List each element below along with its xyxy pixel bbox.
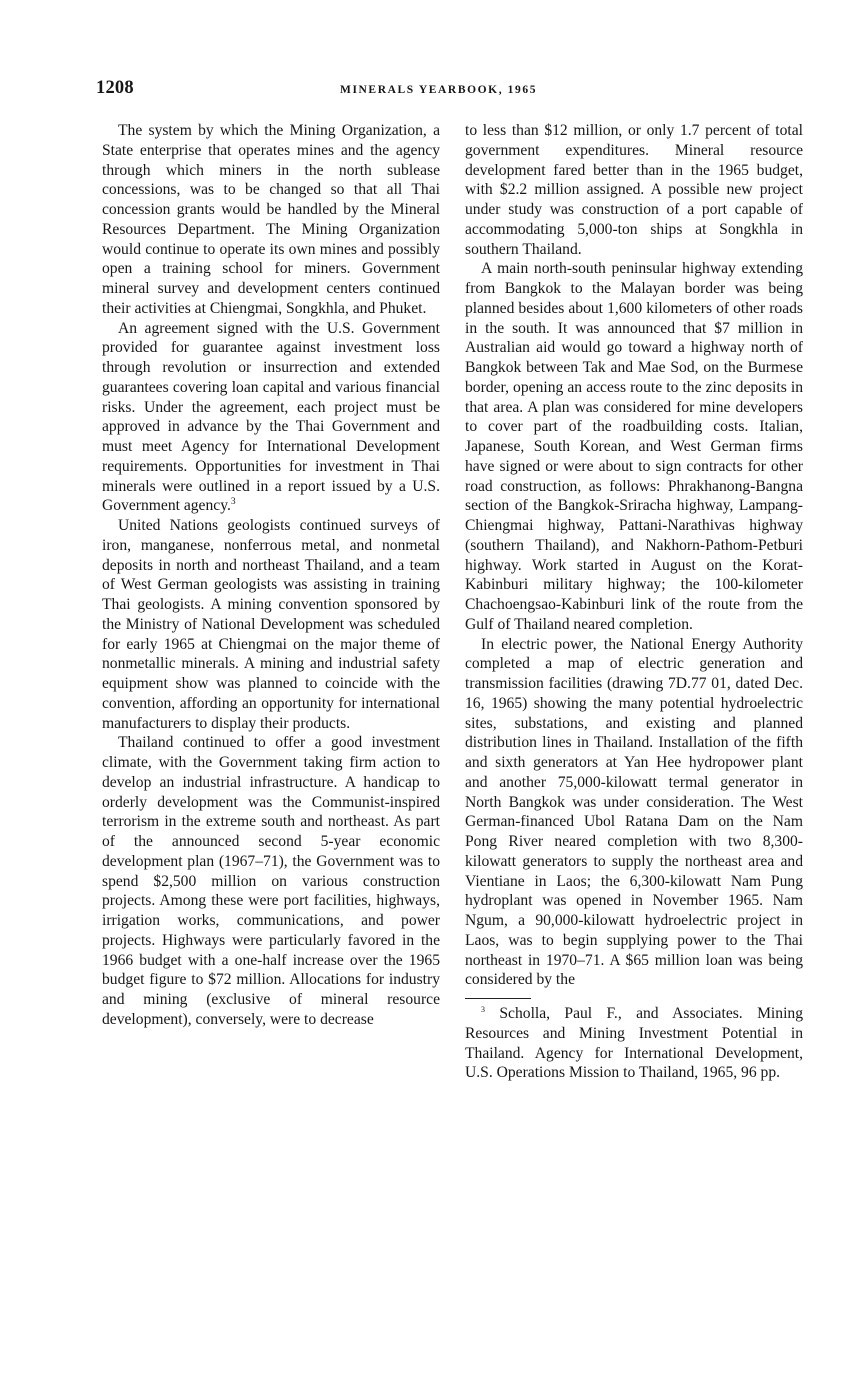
- footnote-text: Scholla, Paul F., and Associates. Mining Resources and Mining Investment Potential in Thailand. Agency for International Development, U.S. Operations Mission to Thailand, 1965, 96 pp.: [465, 1005, 803, 1082]
- footnote-divider: [465, 998, 531, 999]
- footnote-reference: 3: [230, 497, 236, 508]
- right-column: [465, 121, 803, 1083]
- paragraph-mining-organization: [102, 121, 440, 319]
- paragraph-text: A main north-south peninsular highway extending from Bangkok to the Malayan border was being planned besides about 1,600 kilometers of other roads in the south. It was announced that $7 million in Australian aid would go toward a highway north of Bangkok between Tak and Mae Sod, on the Burmese border, opening an access route to the zinc deposits in that area. A plan was considered for mine developers to cover part of the roadbuilding costs. Italian, Japanese, South Korean, and West German firms have signed or were about to sign contracts for other road construction, as follows: Phrakhanong-Bangna section of the Bangkok-Sriracha highway, Lampang-Chiengmai highway, Pattani-Narathivas highway (southern Thailand), and Nakhorn-Pathom-Petburi highway. Work started in August on the Korat-Kabinburi military highway; the 100-kilometer Chachoengsao-Kabinburi link of the route from the Gulf of Thailand neared completion.: [465, 260, 803, 633]
- paragraph-text: An agreement signed with the U.S. Government provided for guarantee against investment loss through revolution or insurrection and extended guarantees covering loan capital and various financial risks. Under the agreement, each project must be approved in advance by the Thai Government and must meet Agency for International Development requirements. Opportunities for investment in Thai minerals were outlined in a report issued by a U.S. Government agency.: [102, 319, 440, 515]
- left-column: [102, 121, 440, 1030]
- paragraph-text: In electric power, the National Energy Authority completed a map of electric generation and transmission facilities (drawing 7D.77 01, dated Dec. 16, 1965) showing the many potential hydroelectric sites, substations, and existing and planned distribution lines in Thailand. Installation of the fifth and sixth generators at Yan Hee hydropower plant and another 75,000-kilowatt termal generator in North Bangkok was under consideration. The West German-financed Ubol Ratana Dam on the Nam Pong River neared completion with two 8,300-kilowatt generators to supply the northeast area and Vientiane in Laos; the 6,300-kilowatt Nam Pung hydroplant was opened in November 1965. Nam Ngum, a 90,000-kilowatt hydroelectric project in Laos, was to begin supplying power to the Thai northeast in 1970–71. A $65 million loan was being considered by the: [465, 635, 803, 989]
- footnote-marker: 3: [481, 1004, 485, 1014]
- paragraph-electric-power: [465, 635, 803, 991]
- paragraph-text: to less than $12 million, or only 1.7 percent of total government expenditures. Mineral resource development fared better than in the 1965 budget, with $2.2 million assigned. A possible new project under study was construction of a port capable of accommodating 5,000-ton ships at Songkhla in southern Thailand.: [465, 122, 803, 258]
- paragraph-text: The system by which the Mining Organization, a State enterprise that operates mines and the agency through which miners in the north sublease concessions, was to be changed so that all Thai concession grants would be handled by the Mineral Resources Department. The Mining Organization would continue to operate its own mines and possibly open a training school for miners. Government mineral survey and development centers continued their activities at Chiengmai, Songkhla, and Phuket.: [102, 122, 440, 317]
- paragraph-text: Thailand continued to offer a good investment climate, with the Government taking firm action to develop an industrial infrastructure. A handicap to orderly development was the Communist-inspired terrorism in the extreme south and northeast. As part of the announced second 5-year economic development plan (1967–71), the Government was to spend $2,500 million on various construction projects. Among these were port facilities, highways, irrigation works, communications, and power projects. Highways were particularly favored in the 1966 budget with a one-half increase over the 1965 budget figure to $72 million. Allocations for industry and mining (exclusive of mineral resource development), conversely, were to decrease: [102, 734, 440, 1028]
- paragraph-un-geologists: [102, 516, 440, 733]
- paragraph-investment-climate: [102, 733, 440, 1029]
- running-title: MINERALS YEARBOOK, 1965: [340, 84, 538, 96]
- paragraph-continued-budget: [465, 121, 803, 259]
- page-number: 1208: [96, 78, 134, 98]
- paragraph-text: United Nations geologists continued surveys of iron, manganese, nonferrous metal, and nonmetal deposits in north and northeast Thailand, and a team of West German geologists was assisting in training Thai geologists. A mining convention sponsored by the Ministry of National Development was scheduled for early 1965 at Chiengmai on the major theme of nonmetallic minerals. A mining and industrial safety equipment show was planned to coincide with the convention, affording an opportunity for international manufacturers to display their products.: [102, 517, 440, 732]
- footnote: [465, 1004, 803, 1083]
- paragraph-highways: [465, 259, 803, 634]
- paragraph-us-agreement: [102, 319, 440, 517]
